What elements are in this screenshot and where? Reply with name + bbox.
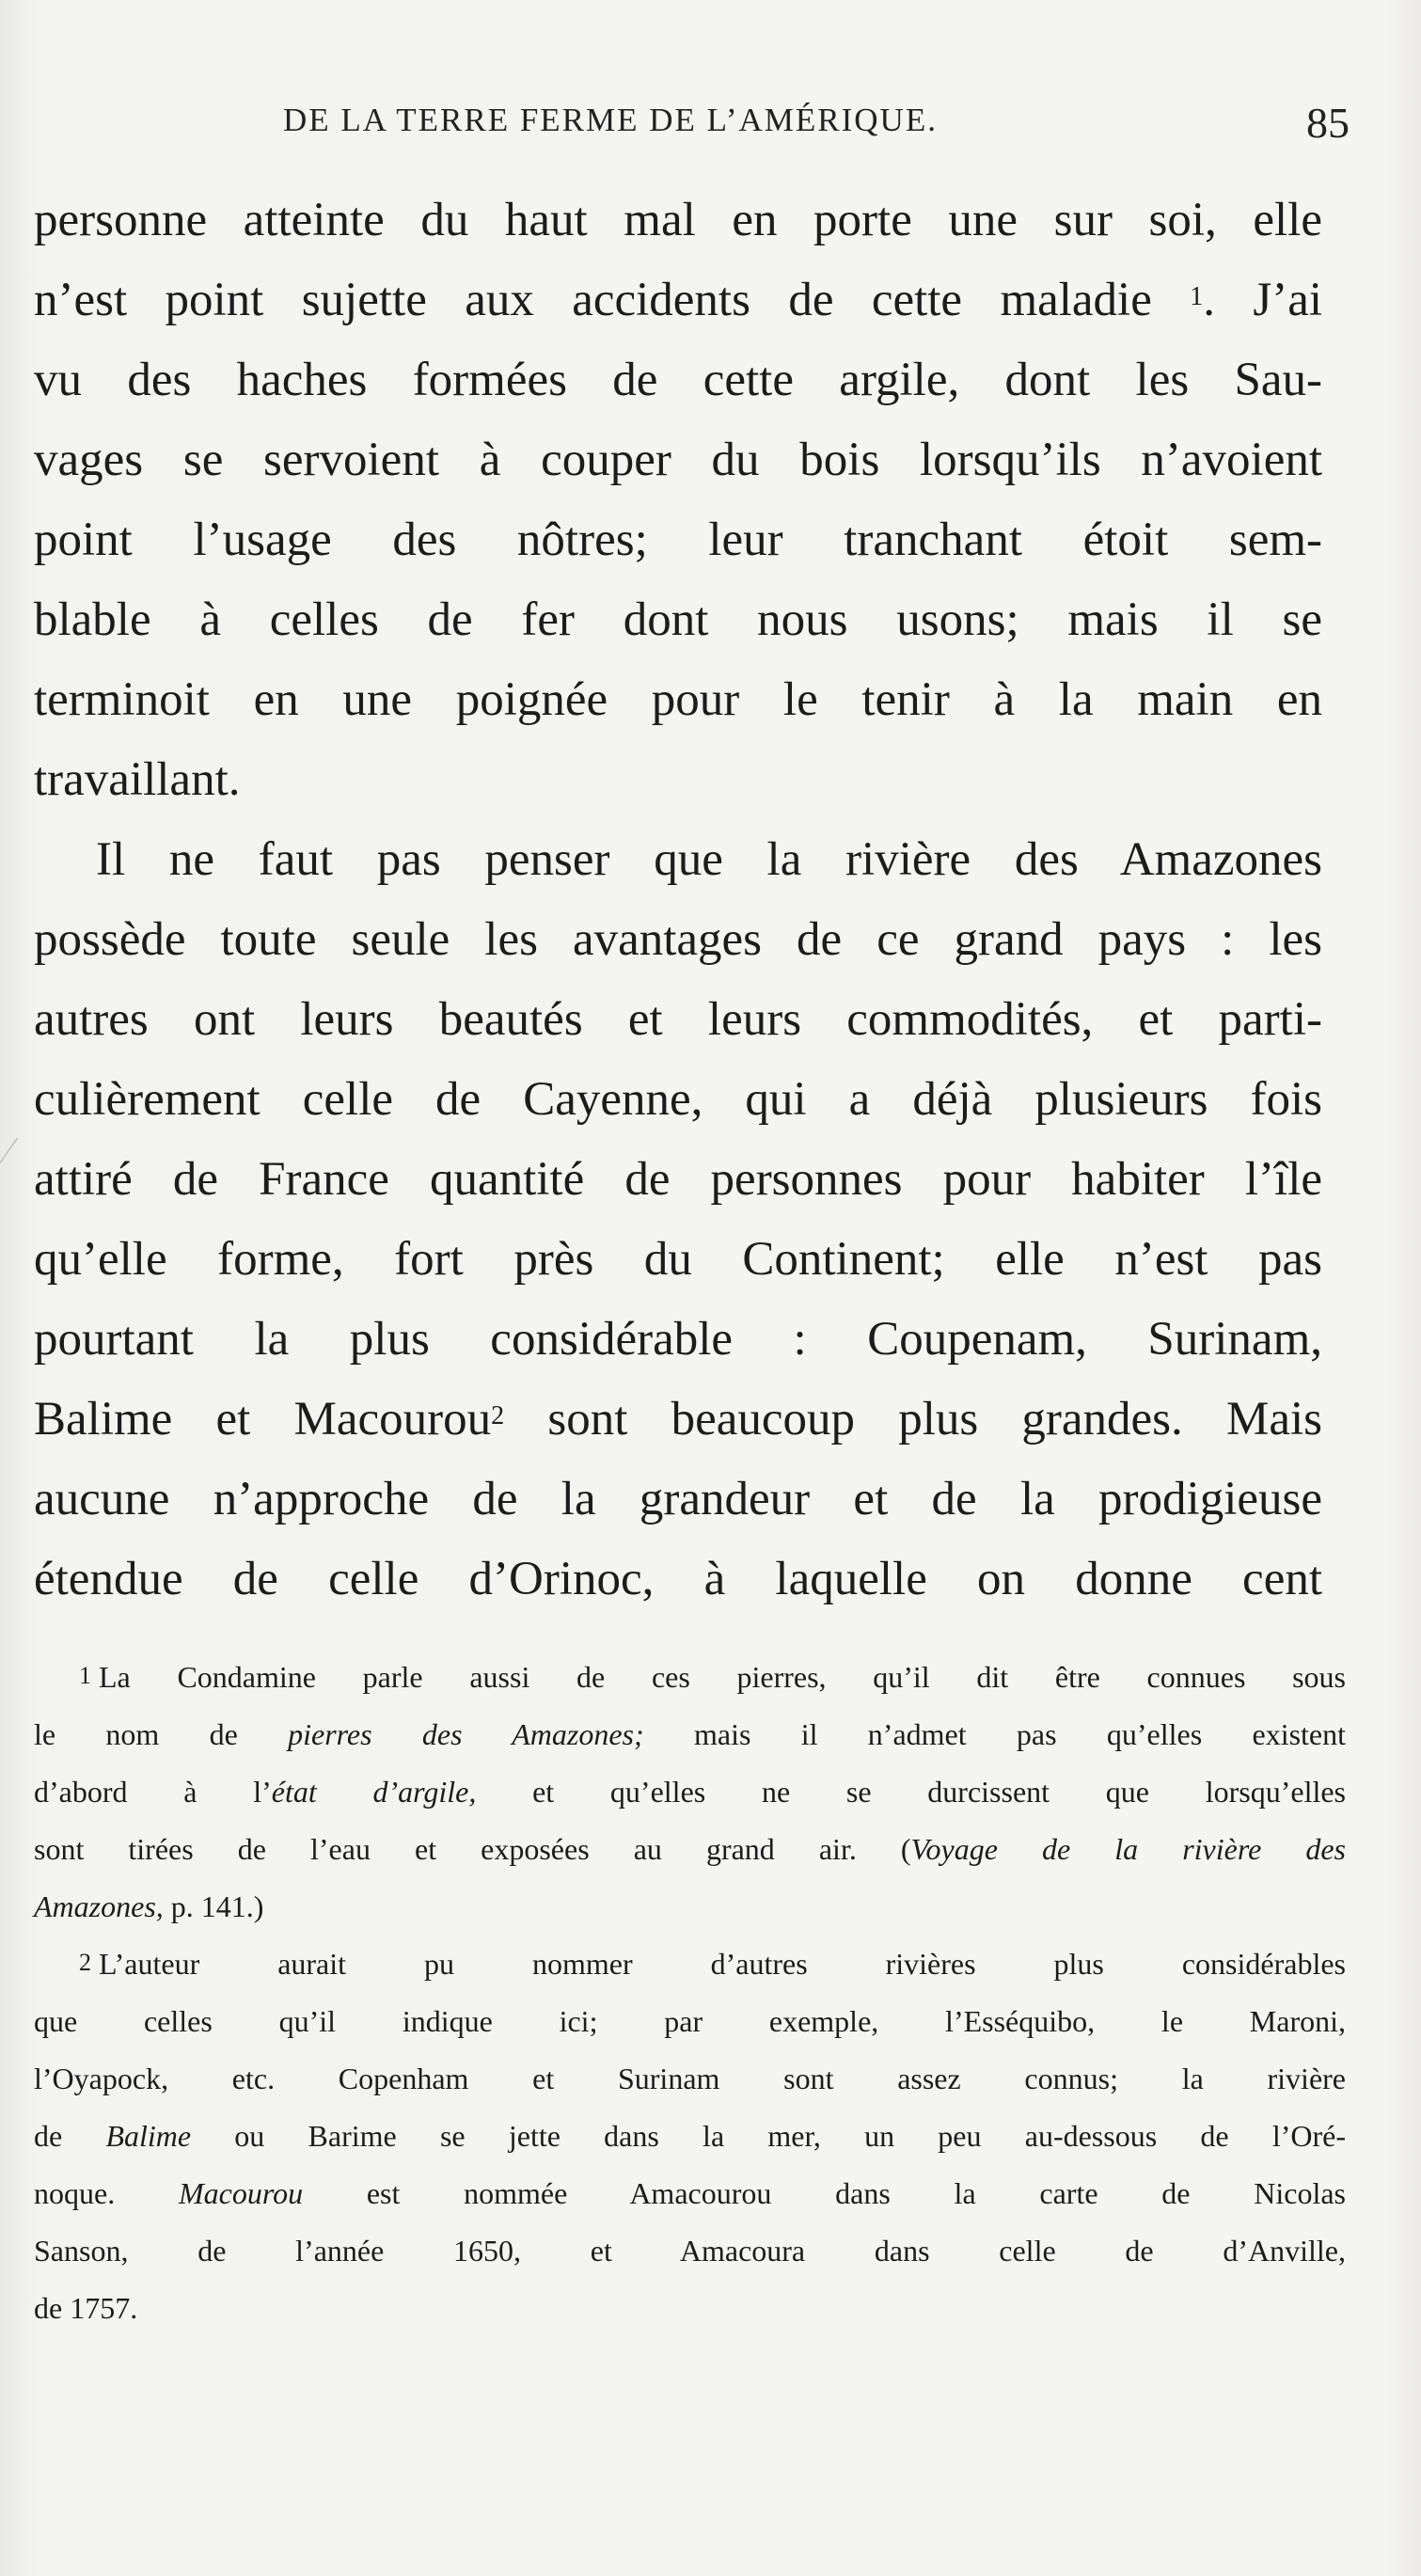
footnote-ref-1: 1 (1190, 282, 1204, 311)
footnote-italic: état d’argile, (271, 1775, 477, 1809)
running-head: DE LA TERRE FERME DE L’AMÉRIQUE. (283, 102, 938, 138)
footnote-text: mais il n’admet pas qu’elles existent (643, 1717, 1347, 1751)
footnote-line (34, 1821, 1346, 1878)
main-text (34, 181, 1322, 1620)
page-number: 85 (1306, 99, 1350, 147)
text-line: personne atteinte du haut mal en porte une sur soi, elle (34, 194, 1322, 246)
text-line (34, 1380, 1322, 1460)
text-segment: n’est point sujette aux accidents de cette maladie (34, 274, 1152, 326)
text-line: pourtant la plus considérable : Coupenam, Surinam, (34, 1313, 1322, 1366)
text-line: attiré de France quantité de personnes pour habiter l’île (34, 1153, 1322, 1206)
footnotes (34, 1649, 1346, 2337)
footnote-number: 2 (79, 1949, 91, 1976)
text-line: aucune n’approche de la grandeur et de la prodigieuse (34, 1473, 1322, 1525)
footnote-text: de (34, 2119, 106, 2153)
text-line: autres ont leurs beautés et leurs commodités, et parti- (34, 993, 1322, 1046)
footnote-number: 1 (79, 1662, 91, 1689)
footnote-italic: pierres des Amazones; (288, 1717, 644, 1751)
footnote-line (34, 1936, 1346, 1993)
footnote-text: ou Barime se jette dans la mer, un peu au-dessous de l’Oré- (191, 2119, 1347, 2153)
text-line: vu des haches formées de cette argile, dont les Sau- (34, 354, 1322, 406)
footnote-italic: Macourou (178, 2176, 304, 2210)
text-line: point l’usage des nôtres; leur tranchant étoit sem- (34, 514, 1322, 566)
footnote-text: sont tirées de l’eau et exposées au grand air. ( (34, 1832, 911, 1866)
footnote-line (34, 1763, 1346, 1821)
text-line: possède toute seule les avantages de ce grand pays : les (34, 913, 1322, 966)
footnote-line (34, 2165, 1346, 2222)
text-segment: Balime et Macourou (34, 1393, 492, 1446)
footnote-line: que celles qu’il indique ici; par exemple, l’Esséquibo, le Maroni, (34, 2004, 1346, 2038)
text-line: étendue de celle d’Orinoc, à laquelle on donne cent (34, 1553, 1322, 1605)
footnote-text: noque. (34, 2176, 179, 2210)
footnote-line (34, 2108, 1346, 2165)
footnote-text: est nommée Amacourou dans la carte de Nicolas (303, 2176, 1347, 2210)
footnote-text: p. 141.) (163, 1889, 264, 1923)
footnote-line (34, 1706, 1346, 1763)
footnote-italic: Balime (105, 2119, 192, 2153)
text-line: culièrement celle de Cayenne, qui a déjà plusieurs fois (34, 1073, 1322, 1126)
footnote-text: L’auteur aurait pu nommer d’autres rivières plus considérables (99, 1947, 1346, 1981)
text-line: qu’elle forme, fort près du Continent; elle n’est pas (34, 1233, 1322, 1286)
footnote-text: La Condamine parle aussi de ces pierres, qu’il dit être connues sous (99, 1660, 1346, 1694)
footnote-italic: Voyage de la rivière des (910, 1832, 1347, 1866)
text-line (34, 261, 1322, 340)
footnote-text: le nom de (34, 1717, 289, 1751)
footnote-line: l’Oyapock, etc. Copenham et Surinam sont assez connus; la rivière (34, 2062, 1346, 2095)
footnote-line (34, 1878, 1346, 1936)
text-line: travaillant. (34, 753, 241, 806)
text-line: blable à celles de fer dont nous usons; mais il se (34, 593, 1322, 646)
footnote-line: de 1757. (34, 2291, 138, 2325)
footnote-ref-2: 2 (491, 1401, 505, 1430)
page-header (34, 99, 1365, 158)
text-line: Il ne faut pas penser que la rivière des Amazones (96, 833, 1322, 886)
footnote-italic: Amazones, (34, 1889, 164, 1923)
footnote-line (34, 1649, 1346, 1706)
footnote-text: d’abord à l’ (34, 1775, 272, 1809)
text-line: vages se servoient à couper du bois lorsqu’ils n’avoient (34, 434, 1322, 486)
footnote-line: Sanson, de l’année 1650, et Amacoura dans celle de d’Anville, (34, 2234, 1346, 2268)
text-line: terminoit en une poignée pour le tenir à la main en (34, 673, 1322, 726)
text-segment: . J’ai (1203, 274, 1323, 326)
text-segment: sont beaucoup plus grandes. Mais (504, 1393, 1322, 1446)
footnote-text: et qu’elles ne se durcissent que lorsqu’elles (476, 1775, 1346, 1809)
